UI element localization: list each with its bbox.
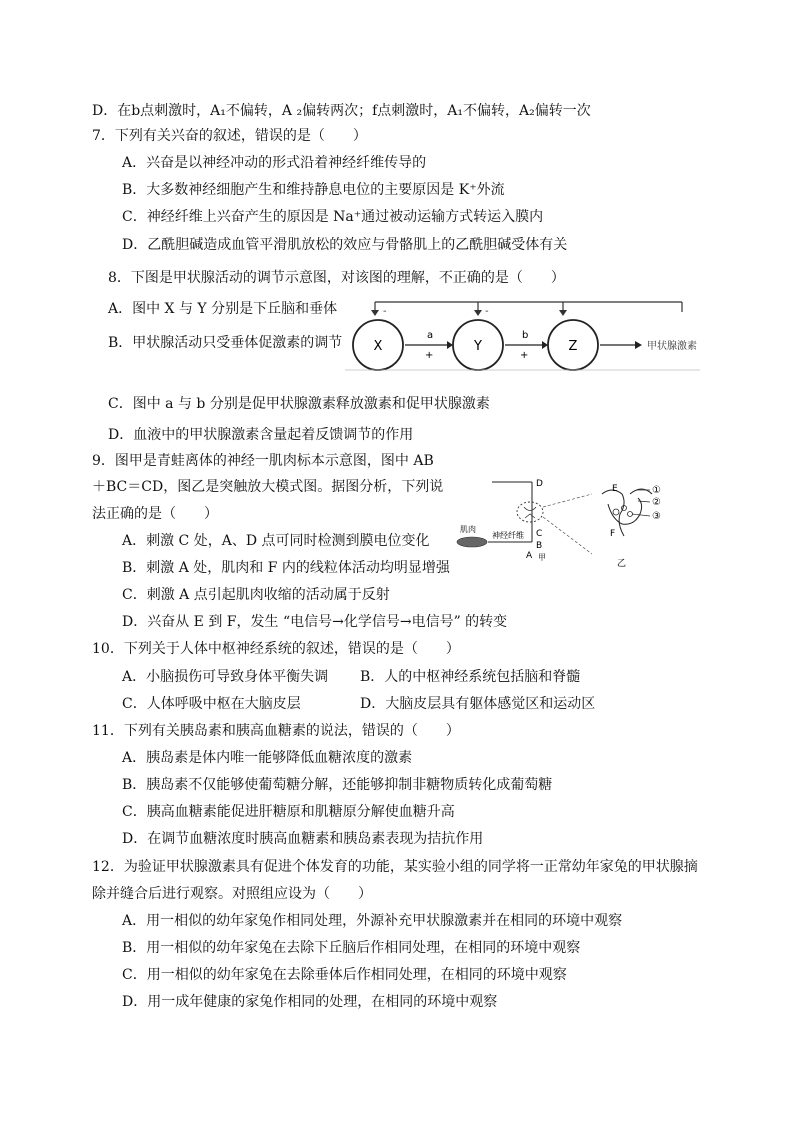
q10-option-c: C．人体呼吸中枢在大脑皮层 (122, 696, 301, 712)
fig9-point-d: D (536, 479, 543, 489)
q9-option-b: B．刺激 A 处，肌肉和 F 内的线粒体活动均明显增强 (122, 560, 450, 576)
fig9-muscle (457, 537, 487, 547)
fig9-nerve-label: 神经纤维 (492, 531, 524, 540)
fig9-label-jia: 甲 (538, 553, 546, 562)
fig8-label-b: b (522, 330, 529, 341)
fig8-plus-a: + (425, 350, 434, 361)
fig9-label-yi: 乙 (617, 559, 627, 569)
q9-option-d: D．兴奋从 E 到 F，发生 “电信号→化学信号→电信号” 的转变 (122, 614, 508, 630)
q10-stem: 10．下列关于人体中枢神经系统的叙述，错误的是（ ） (92, 641, 460, 657)
q11-option-b: B．胰岛素不仅能够使葡萄糖分解，还能够抑制非糖物质转化成葡萄糖 (122, 777, 553, 793)
q9-option-c: C．刺激 A 点引起肌肉收缩的活动属于反射 (122, 587, 390, 603)
q10-option-b: B．人的中枢神经系统包括脑和脊髓 (360, 669, 581, 685)
fig8-minus-2: - (485, 306, 489, 317)
fig8-output-label: 甲状腺激素 (647, 341, 697, 352)
q8-stem: 8．下图是甲状腺活动的调节示意图，对该图的理解，不正确的是（ ） (108, 270, 565, 286)
q8-thyroid-regulation-diagram (345, 292, 705, 372)
q12-stem-line-1: 12．为验证甲状腺激素具有促进个体发育的功能，某实验小组的同学将一正常幼年家兔的甲状腺摘 (92, 859, 698, 875)
fig8-label-z: Z (568, 339, 578, 354)
fig8-label-y: Y (474, 339, 482, 354)
q10-option-d: D．大脑皮层具有躯体感觉区和运动区 (360, 696, 596, 712)
q9-option-a: A．刺激 C 处，A、D 点可同时检测到膜电位变化 (122, 533, 430, 549)
q11-option-c: C．胰高血糖素能促进肝糖原和肌糖原分解使血糖升高 (122, 804, 455, 820)
q12-option-d: D．用一成年健康的家兔作相同的处理，在相同的环境中观察 (122, 994, 498, 1010)
q7-option-d: D．乙酰胆碱造成血管平滑肌放松的效应与骨骼肌上的乙酰胆碱受体有关 (122, 237, 568, 253)
q8-option-d: D．血液中的甲状腺激素含量起着反馈调节的作用 (108, 427, 414, 443)
q12-stem-line-2: 除并缝合后进行观察。对照组应设为（ ） (92, 886, 372, 902)
q12-option-b: B．用一相似的幼年家兔在去除下丘脑后作相同处理，在相同的环境中观察 (122, 940, 581, 956)
q9-stem-line-3: 法正确的是（ ） (92, 506, 218, 522)
fig8-label-x: X (373, 339, 383, 354)
q11-option-a: A．胰岛素是体内唯一能够降低血糖浓度的激素 (122, 750, 413, 766)
q8-option-c: C．图中 a 与 b 分别是促甲状腺激素释放激素和促甲状腺激素 (108, 396, 490, 412)
fig9-synapse-circle (517, 502, 543, 522)
q6-option-d: D．在b点刺激时，A₁不偏转，A ₂偏转两次；f点刺激时，A₁不偏转，A₂偏转一次 (92, 103, 591, 119)
fig9-point-a: A (526, 551, 533, 561)
q8-option-b: B．甲状腺活动只受垂体促激素的调节 (108, 335, 343, 351)
fig9-marker-1: ① (652, 485, 661, 496)
q7-option-a: A．兴奋是以神经冲动的形式沿着神经纤维传导的 (122, 155, 427, 171)
fig8-minus-1: - (383, 306, 387, 317)
fig9-point-b: B (536, 541, 543, 551)
q10-option-a: A．小脑损伤可导致身体平衡失调 (122, 669, 329, 685)
fig8-plus-b: + (520, 350, 529, 361)
q11-option-d: D．在调节血糖浓度时胰高血糖素和胰岛素表现为拮抗作用 (122, 831, 484, 847)
fig9-marker-2: ② (652, 497, 661, 508)
fig9-point-c: C (536, 529, 543, 539)
q12-option-a: A．用一相似的幼年家兔作相同处理，外源补充甲状腺激素并在相同的环境中观察 (122, 913, 623, 929)
fig9-label-e: E (612, 484, 618, 494)
fig9-label-f: F (610, 529, 616, 539)
q7-option-b: B．大多数神经细胞产生和维持静息电位的主要原因是 K⁺外流 (122, 182, 505, 198)
q8-option-a: A．图中 X 与 Y 分别是下丘脑和垂体 (108, 301, 338, 317)
q11-stem: 11．下列有关胰岛素和胰高血糖素的说法，错误的（ ） (92, 723, 460, 739)
q12-option-c: C．用一相似的幼年家兔在去除垂体后作相同处理，在相同的环境中观察 (122, 967, 567, 983)
q9-stem-line-2: ＋BC＝CD，图乙是突触放大模式图。据图分析，下列说 (92, 479, 444, 495)
q9-stem-line-1: 9．图甲是青蛙离体的神经一肌肉标本示意图，图中 AB (92, 453, 434, 469)
fig8-label-a: a (427, 330, 434, 341)
fig9-muscle-label: 肌肉 (460, 525, 476, 534)
q7-stem: 7．下列有关兴奋的叙述，错误的是（ ） (92, 128, 367, 144)
q9-nerve-muscle-diagram (452, 474, 682, 574)
fig9-marker-3: ③ (652, 511, 661, 522)
q7-option-c: C．神经纤维上兴奋产生的原因是 Na⁺通过被动运输方式转运入膜内 (122, 209, 544, 225)
